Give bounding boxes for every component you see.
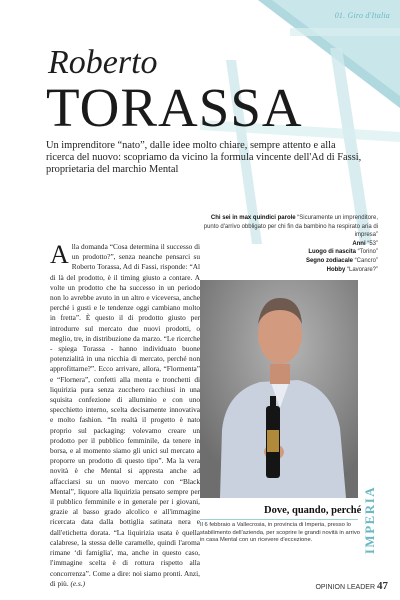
title-last-name: TORASSA [46,77,303,138]
qa-value: “Torino” [357,249,378,256]
qa-item-sign [200,257,378,266]
caption-divider [200,519,358,520]
portrait-illustration [200,280,358,498]
qa-item-hobby [200,266,378,275]
portrait-photo [200,280,358,498]
page-number: 47 [377,580,388,592]
qa-item-who [200,214,378,240]
page-footer [315,580,388,592]
qa-value: “Lavorare?” [346,266,378,273]
caption-title: Dove, quando, perché [264,505,362,516]
qa-label: Anni [352,240,366,247]
region-label [362,480,378,560]
section-label: 01. Giro d'Italia [334,11,390,20]
article-text: lla domanda “Cosa determina il successo di un prodotto?”, senza neanche pensarci su Roberto Torassa, Ad di Fassi, risponde: “Al di là del prodotto, è il timing giusto a contare. A volte un prodotto che ha successo in un periodo non lo avrebbe avuto in un altro e viceversa, anche perché i gusti e le tendenze oggi cambiano molto in fretta”. È questo il di prodotto giusto per introdurre sul mercato due nuovi prodotti, o meglio, tre, in distribuzione da marzo. “Le ricerche - spiega Torassa - hanno individuato buone potenzialità in una nicchia di mercato, perché non approfittarne?”. Ecco arrivare, allora, “Flormenta” e “Flornera”, confetti alla menta e tronchetti di liquirizia pura senza zucchero racchiusi in una squisita confezione di alluminio e con uno specchietto interno, scelta decisamente innovativa e molto fashion. “In realtà il progetto è nato proprio sul packaging: volevamo creare un prodotto per il pubblico femminile, da tenere in borsa, e al momento siamo gli unici sul mercato a proporre un prodotto di questo tipo”. Ma la vera novità è che Mental si appresta anche ad affacciarsi su un nuovo mercato con “Black Mental”, liquore alla liquirizia pensato sempre per il pubblico femminile e in generale per i giovani, grazie al basso grado alcolico e all'immagine ricercata data dalla bottiglia satinata nera e dall'etichetta dorata. “La liquirizia usata è quella calabrese, la stessa delle caramelle, quindi l'aroma rimane ‘di famiglia', ma, anche in questo caso, l'immagine scelta è di rottura rispetto alla concorrenza”. Come a dire: noi siamo pronti. Anzi, di più. [50,242,200,588]
article-signature: (e.s.) [70,578,86,588]
qa-value: “Sicuramente un imprenditore, punto d'arrivo obbligato per chi fin da bambino ha respirato aria di impresa” [203,215,378,239]
qa-label: Chi sei in max quindici parole [210,215,296,221]
qa-label: Segno zodiacale [305,257,353,264]
region-label-text: IMPERIA [362,485,377,555]
title-first-name: Roberto [48,44,158,81]
magazine-name: OPINION LEADER [315,584,375,591]
qa-value: “Cancro” [354,257,378,264]
caption-text: Il 6 febbraio a Vallecrosia, in provincia di Imperia, presso lo stabilimento dell'azienda, per scoprire le grandi novità in arrivo in casa Mental con un ricevere d'eccezione. [200,522,360,544]
qa-box [200,214,378,274]
qa-label: Luogo di nascita [308,249,356,256]
article-body [50,240,200,588]
intro-paragraph: Un imprenditore “nato”, dalle idee molto chiare, sempre attento e alla ricerca del nuovo: scopriamo da vicino la formula vincente dell'Ad di Fassi, proprietaria del marchio Mental [46,140,362,175]
qa-item-birthplace [200,248,378,257]
qa-value: “53” [367,240,378,247]
qa-label: Hobby [326,266,346,273]
qa-item-age [200,240,378,249]
drop-cap: A [50,240,69,269]
